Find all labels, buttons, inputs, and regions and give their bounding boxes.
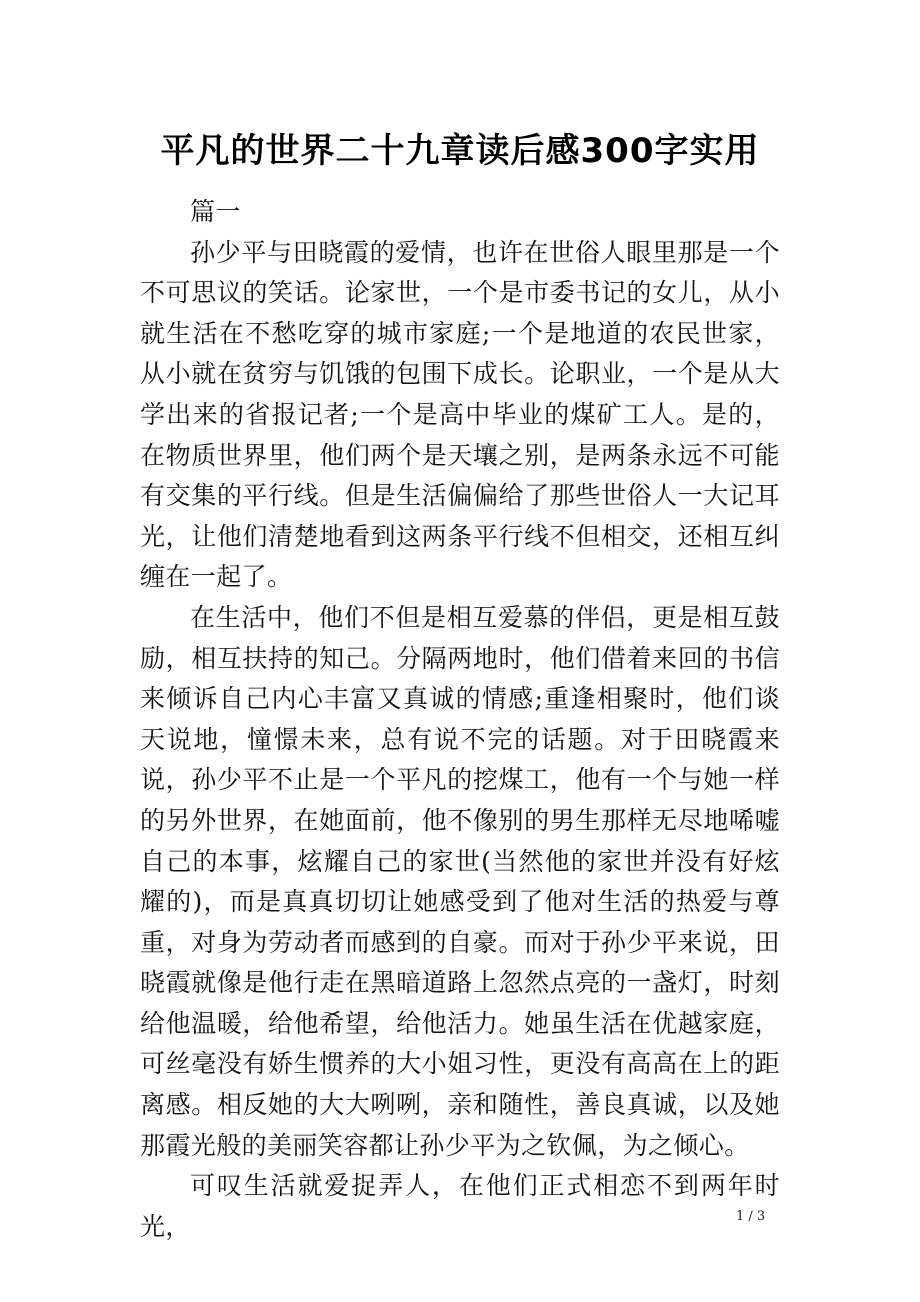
paragraph-1: 孙少平与田晓霞的爱情，也许在世俗人眼里那是一个不可思议的笑话。论家世，一个是市委书记的女儿，从小就生活在不愁吃穿的城市家庭;一个是地道的农民世家，从小就在贫穷与饥饿的包围下成长。论职业，一个是从大学出来的省报记者;一个是高中毕业的煤矿工人。是的，在物质世界里，他们两个是天壤之别，是两条永远不可能有交集的平行线。但是生活偏偏给了那些世俗人一大记耳光，让他们清楚地看到这两条平行线不但相交，还相互纠缠在一起了。 [140,237,780,592]
document-title: 平凡的世界二十九章读后感300字实用 [160,131,760,171]
document-body [140,192,780,1247]
paragraph-3: 可叹生活就爱捉弄人，在他们正式相恋不到两年时光， [140,1171,780,1241]
section-heading: 篇一 [190,197,241,226]
paragraph-2: 在生活中，他们不但是相互爱慕的伴侣，更是相互鼓励，相互扶持的知己。分隔两地时，他们借着来回的书信来倾诉自己内心丰富又真诚的情感;重逢相聚时，他们谈天说地，憧憬未来，总有说不完的话题。对于田晓霞来说，孙少平不止是一个平凡的挖煤工，他有一个与她一样的另外世界，在她面前，他不像别的男生那样无尽地唏嘘自己的本事，炫耀自己的家世(当然他的家世并没有好炫耀的)，而是真真切切让她感受到了他对生活的热爱与尊重，对身为劳动者而感到的自豪。而对于孙少平来说，田晓霞就像是他行走在黑暗道路上忽然点亮的一盏灯，时刻给他温暖，给他希望，给他活力。她虽生活在优越家庭，可丝毫没有娇生惯养的大小姐习性，更没有高高在上的距离感。相反她的大大咧咧，亲和随性，善良真诚，以及她那霞光般的美丽笑容都让孙少平为之钦佩，为之倾心。 [140,602,780,1160]
page-number: 1 / 3 [736,1209,766,1224]
